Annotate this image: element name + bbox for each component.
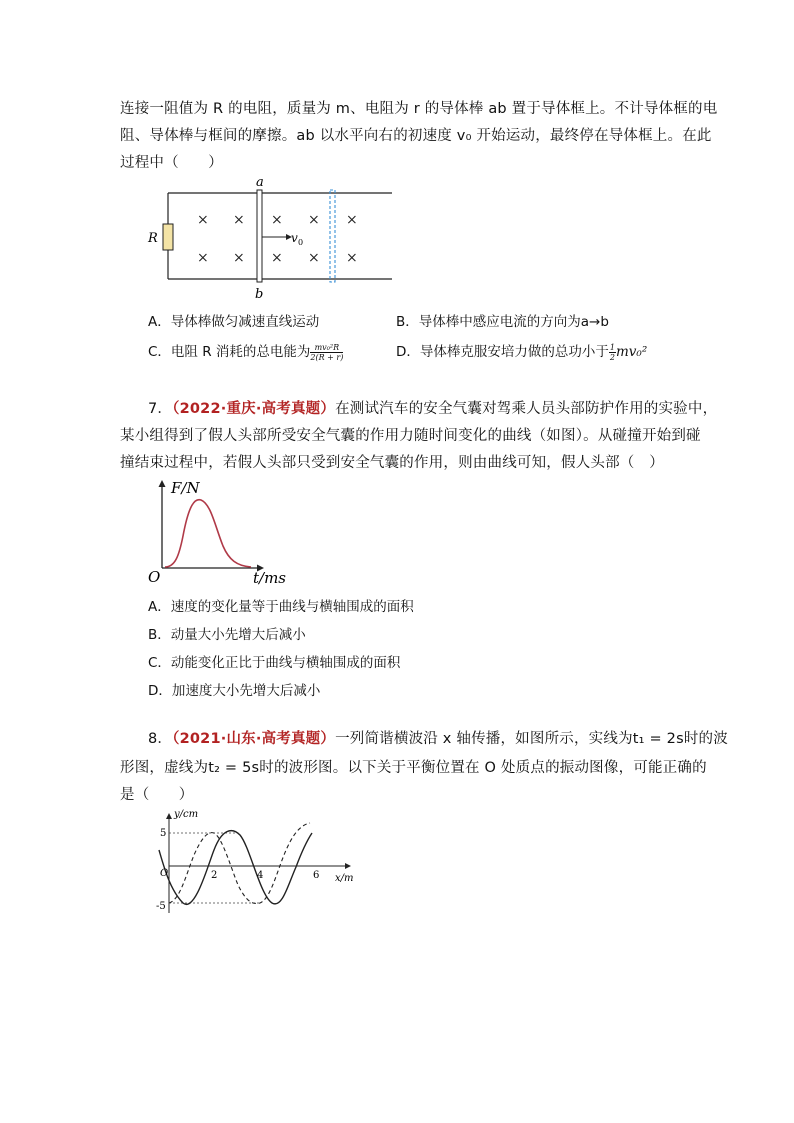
q7-option-a[interactable]: A．速度的变化量等于曲线与横轴围成的面积 (148, 599, 414, 615)
solid-wave (159, 831, 312, 905)
q8-number: 8． (148, 731, 173, 747)
q7-option-d[interactable]: D．加速度大小先增大后减小 (148, 683, 321, 699)
y-axis-label: F/N (171, 479, 200, 497)
q7-stem-line1-text: 在测试汽车的安全气囊对驾乘人员头部防护作用的实验中， (335, 401, 718, 417)
x-tick-4: 4 (257, 870, 264, 881)
q8-stem-line1 (148, 727, 728, 748)
x-tick-2: 2 (211, 870, 218, 881)
x-axis-label: t/ms (253, 569, 287, 587)
origin-label: O (148, 568, 161, 586)
q7-force-time-graph (145, 476, 295, 588)
q7-stem-line3: 撞结束过程中，若假人头部只受到安全气囊的作用，则由曲线可知，假人头部（ ） (120, 455, 664, 471)
conductor-rod (257, 190, 262, 282)
x-axis-label: x/m (335, 873, 354, 884)
svg-text:×: × (346, 212, 358, 228)
q6-option-d[interactable] (396, 340, 647, 362)
svg-text:×: × (197, 250, 209, 266)
svg-text:×: × (308, 250, 320, 266)
svg-text:×: × (346, 250, 358, 266)
q8-wave-graph (150, 805, 365, 917)
q8-stem-line3: 是（ ） (120, 787, 194, 803)
y-tick-neg5: -5 (156, 901, 166, 912)
svg-text:×: × (308, 212, 320, 228)
q6-option-c-text: C．电阻 R 消耗的总电能为 (148, 344, 311, 360)
q6-option-a[interactable]: A．导体棒做匀减速直线运动 (148, 314, 320, 330)
magnetic-field-marks (197, 212, 358, 266)
svg-text:×: × (197, 212, 209, 228)
q7-stem-line2: 某小组得到了假人头部所受安全气囊的作用力随时间变化的曲线（如图）。从碰撞开始到碰 (120, 428, 701, 444)
svg-text:×: × (271, 212, 283, 228)
q6-stem-line2: 阻、导体棒与框间的摩擦。ab 以水平向右的初速度 v₀ 开始运动，最终停在导体框上。在此 (120, 128, 712, 144)
svg-text:×: × (233, 250, 245, 266)
q7-option-c[interactable]: C．动能变化正比于曲线与横轴围成的面积 (148, 655, 401, 671)
q6-option-b[interactable]: B．导体棒中感应电流的方向为a→b (396, 314, 609, 330)
rod-label-b: b (255, 287, 264, 302)
q8-source: （2021·山东·高考真题） (172, 731, 336, 747)
q7-number: 7． (148, 401, 173, 417)
svg-text:×: × (271, 250, 283, 266)
resistor (163, 224, 173, 250)
q8-stem-line2: 形图，虚线为t₂ = 5s时的波形图。以下关于平衡位置在 O 处质点的振动图像，可能正确的 (120, 760, 707, 776)
rod-label-a: a (256, 175, 264, 190)
q6-option-d-fraction: $\frac{1}{2}$ (609, 342, 615, 362)
velocity-subscript: 0 (298, 238, 304, 247)
rod-final-position (330, 190, 335, 282)
resistor-label: R (148, 231, 158, 246)
q7-source: （2022·重庆·高考真题） (172, 401, 336, 417)
y-axis-label: y/cm (174, 809, 199, 820)
velocity-label: v (291, 231, 298, 245)
svg-text:×: × (233, 212, 245, 228)
q6-stem-line1: 连接一阻值为 R 的电阻，质量为 m、电阻为 r 的导体棒 ab 置于导体框上。不计导体框的电 (120, 101, 718, 117)
x-tick-6: 6 (313, 870, 320, 881)
q6-option-c[interactable] (148, 340, 343, 362)
q6-stem-line3: 过程中（ ） (120, 155, 223, 171)
y-tick-5: 5 (160, 828, 167, 839)
q8-stem-line1-text: 一列简谐横波沿 x 轴传播，如图所示，实线为t₁ = 2s时的波 (335, 731, 728, 747)
q7-option-b[interactable]: B．动量大小先增大后减小 (148, 627, 306, 643)
q6-option-c-fraction: $\frac{\text{mv₀²R}}{2(R + r)}$ (310, 342, 344, 362)
q7-stem-line1 (148, 397, 717, 418)
origin-label: O (160, 868, 169, 879)
force-curve (165, 500, 251, 567)
q6-option-d-text: D．导体棒克服安培力做的总功小于 (396, 344, 609, 360)
q6-option-d-suffix: mv₀² (616, 344, 648, 360)
q6-circuit-figure (140, 172, 410, 304)
